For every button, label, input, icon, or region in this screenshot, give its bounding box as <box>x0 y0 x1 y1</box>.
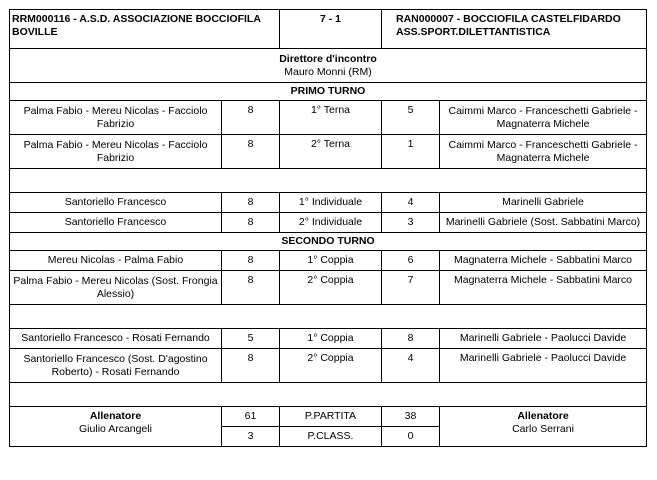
table-row <box>10 101 647 135</box>
away-score: 5 <box>382 101 440 135</box>
home-score: 5 <box>222 329 280 349</box>
away-players: Marinelli Gabriele - Paolucci Davide <box>440 349 647 383</box>
home-score: 8 <box>222 251 280 271</box>
match-report-table <box>9 9 647 447</box>
game-type: 2° Individuale <box>280 213 382 233</box>
away-partita-points: 38 <box>382 407 440 427</box>
partita-label: P.PARTITA <box>280 407 382 427</box>
away-players: Caimmi Marco - Franceschetti Gabriele - Magnaterra Michele <box>440 135 647 169</box>
home-score: 8 <box>222 135 280 169</box>
spacer-row <box>10 169 647 193</box>
away-players: Marinelli Gabriele - Paolucci Davide <box>440 329 647 349</box>
home-class-points: 3 <box>222 427 280 447</box>
table-row <box>10 329 647 349</box>
round-title-secondo: SECONDO TURNO <box>10 233 647 251</box>
header-row <box>10 10 647 49</box>
match-score: 7 - 1 <box>280 10 382 49</box>
game-type: 1° Terna <box>280 101 382 135</box>
home-players: Santoriello Francesco <box>10 193 222 213</box>
home-players: Palma Fabio - Mereu Nicolas - Facciolo Fabrizio <box>10 101 222 135</box>
away-players: Marinelli Gabriele <box>440 193 647 213</box>
footer-row-partita <box>10 407 647 427</box>
home-score: 8 <box>222 101 280 135</box>
away-score: 1 <box>382 135 440 169</box>
home-players: Palma Fabio - Mereu Nicolas - Facciolo Fabrizio <box>10 135 222 169</box>
away-score: 3 <box>382 213 440 233</box>
away-score: 4 <box>382 349 440 383</box>
table-row <box>10 271 647 305</box>
director-row <box>10 49 647 83</box>
director-name: Mauro Monni (RM) <box>284 65 372 78</box>
away-coach-cell <box>440 407 647 447</box>
home-players: Mereu Nicolas - Palma Fabio <box>10 251 222 271</box>
round-title-primo: PRIMO TURNO <box>10 83 647 101</box>
table-row <box>10 251 647 271</box>
away-players: Caimmi Marco - Franceschetti Gabriele - Magnaterra Michele <box>440 101 647 135</box>
game-type: 2° Terna <box>280 135 382 169</box>
table-row <box>10 213 647 233</box>
away-score: 8 <box>382 329 440 349</box>
home-score: 8 <box>222 271 280 305</box>
round-title-row <box>10 83 647 101</box>
away-team: RAN000007 - BOCCIOFILA CASTELFIDARDO ASS.SPORT.DILETTANTISTICA <box>382 10 647 49</box>
home-players: Santoriello Francesco (Sost. D'agostino Roberto) - Rosati Fernando <box>10 349 222 383</box>
home-coach-label: Allenatore <box>89 410 142 422</box>
away-score: 4 <box>382 193 440 213</box>
home-players: Santoriello Francesco - Rosati Fernando <box>10 329 222 349</box>
home-coach-cell <box>10 407 222 447</box>
game-type: 2° Coppia <box>280 349 382 383</box>
away-players: Marinelli Gabriele (Sost. Sabbatini Marco) <box>440 213 647 233</box>
table-row <box>10 193 647 213</box>
table-row <box>10 135 647 169</box>
away-players: Magnaterra Michele - Sabbatini Marco <box>440 251 647 271</box>
class-label: P.CLASS. <box>280 427 382 447</box>
home-score: 8 <box>222 193 280 213</box>
home-score: 8 <box>222 349 280 383</box>
away-players: Magnaterra Michele - Sabbatini Marco <box>440 271 647 305</box>
game-type: 1° Individuale <box>280 193 382 213</box>
home-players: Santoriello Francesco <box>10 213 222 233</box>
home-team: RRM000116 - A.S.D. ASSOCIAZIONE BOCCIOFILA BOVILLE <box>10 10 280 49</box>
game-type: 2° Coppia <box>280 271 382 305</box>
home-players: Palma Fabio - Mereu Nicolas (Sost. Frongia Alessio) <box>10 271 222 305</box>
home-score: 8 <box>222 213 280 233</box>
game-type: 1° Coppia <box>280 251 382 271</box>
away-coach-label: Allenatore <box>517 410 569 422</box>
away-score: 7 <box>382 271 440 305</box>
table-row <box>10 349 647 383</box>
away-coach-name: Carlo Serrani <box>512 423 574 435</box>
spacer-row <box>10 383 647 407</box>
round-title-row <box>10 233 647 251</box>
home-partita-points: 61 <box>222 407 280 427</box>
game-type: 1° Coppia <box>280 329 382 349</box>
away-class-points: 0 <box>382 427 440 447</box>
spacer-row <box>10 305 647 329</box>
away-score: 6 <box>382 251 440 271</box>
director-label: Direttore d'incontro <box>279 52 377 65</box>
home-coach-name: Giulio Arcangeli <box>79 423 152 435</box>
